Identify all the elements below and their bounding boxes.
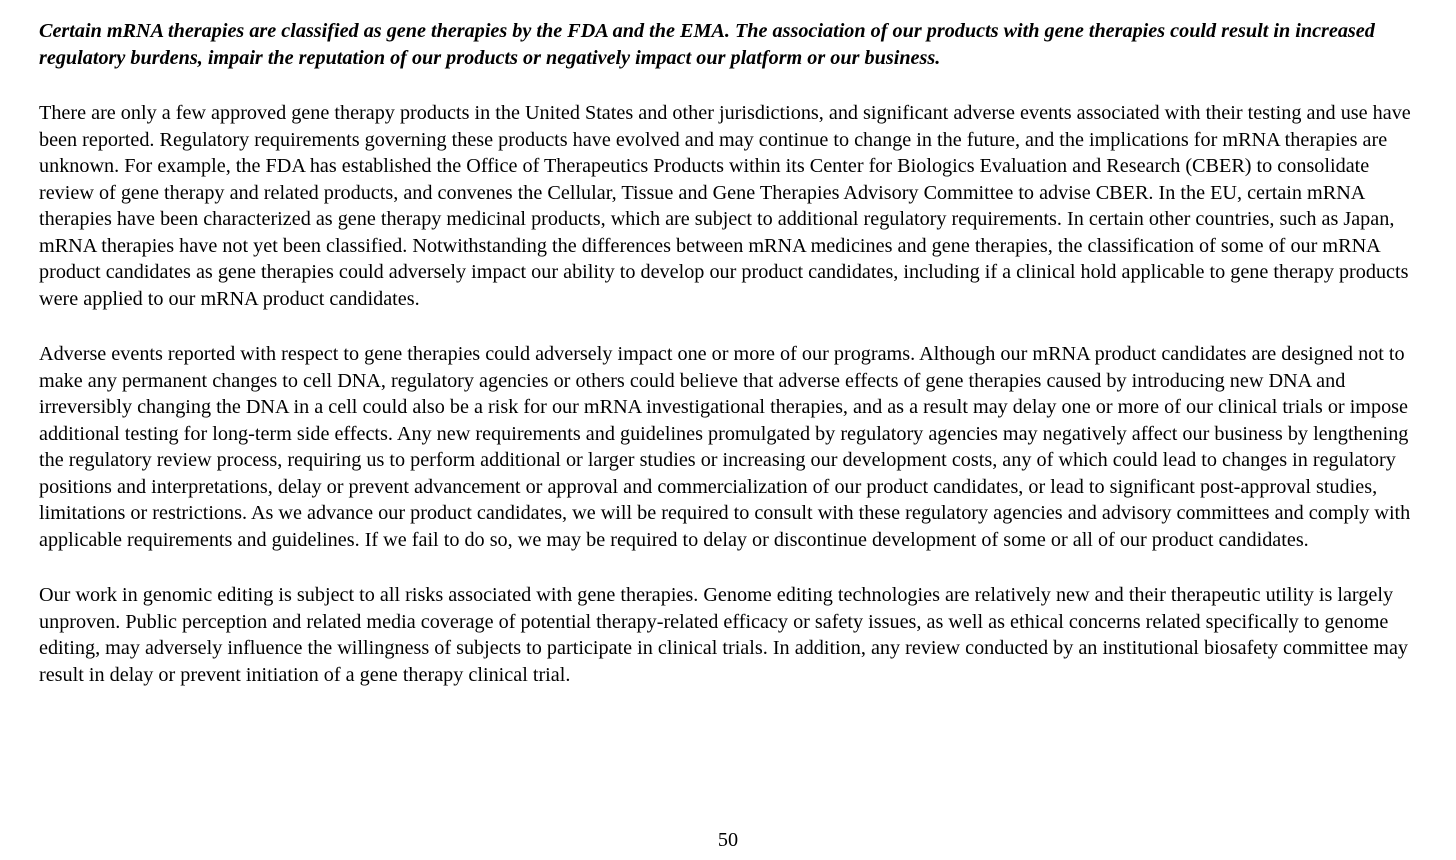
paragraph-adverse-events: Adverse events reported with respect to gene therapies could adversely impact one or more of our programs. Although our mRNA product candidates are designed not to make any permanent changes to cell DNA, regulatory agencies or others could believe that adverse effects of gene therapies caused by introducing new DNA and irreversibly changing the DNA in a cell could also be a risk for our mRNA investigational therapies, and as a result may delay one or more of our clinical trials or impose additional testing for long-term side effects. Any new requirements and guidelines promulgated by regulatory agencies may negatively affect our business by lengthening the regulatory review process, requiring us to perform additional or larger studies or increasing our development costs, any of which could lead to changes in regulatory positions and interpretations, delay or prevent advancement or approval and commercialization of our product candidates, or lead to significant post-approval studies, limitations or restrictions. As we advance our product candidates, we will be required to consult with these regulatory agencies and advisory committees and comply with applicable requirements and guidelines. If we fail to do so, we may be required to delay or discontinue development of some or all of our product candidates. [39, 343, 1411, 551]
document-page [39, 18, 1415, 717]
risk-factor-heading: Certain mRNA therapies are classified as gene therapies by the FDA and the EMA. The association of our products with gene therapies could result in increased regulatory burdens, impair the reputation of our products or negatively impact our platform or our business. [39, 20, 1375, 69]
paragraph-genomic-editing: Our work in genomic editing is subject to all risks associated with gene therapies. Genome editing technologies are relatively new and their therapeutic utility is largely unproven. Public perception and related media coverage of potential therapy-related efficacy or safety issues, as well as ethical concerns related specifically to genome editing, may adversely influence the willingness of subjects to participate in clinical trials. In addition, any review conducted by an institutional biosafety committee may result in delay or prevent initiation of a gene therapy clinical trial. [39, 584, 1409, 686]
paragraph-gene-therapy-regulation: There are only a few approved gene therapy products in the United States and other jurisdictions, and significant adverse events associated with their testing and use have been reported. Regulatory requirements governing these products have evolved and may continue to change in the future, and the implications for mRNA therapies are unknown. For example, the FDA has established the Office of Therapeutics Products within its Center for Biologics Evaluation and Research (CBER) to consolidate review of gene therapy and related products, and convenes the Cellular, Tissue and Gene Therapies Advisory Committee to advise CBER. In the EU, certain mRNA therapies have been characterized as gene therapy medicinal products, which are subject to additional regulatory requirements. In certain other countries, such as Japan, mRNA therapies have not yet been classified. Notwithstanding the differences between mRNA medicines and gene therapies, the classification of some of our mRNA product candidates as gene therapies could adversely impact our ability to develop our product candidates, including if a clinical hold applicable to gene therapy products were applied to our mRNA product candidates. [39, 102, 1411, 310]
page-number: 50 [717, 829, 739, 851]
